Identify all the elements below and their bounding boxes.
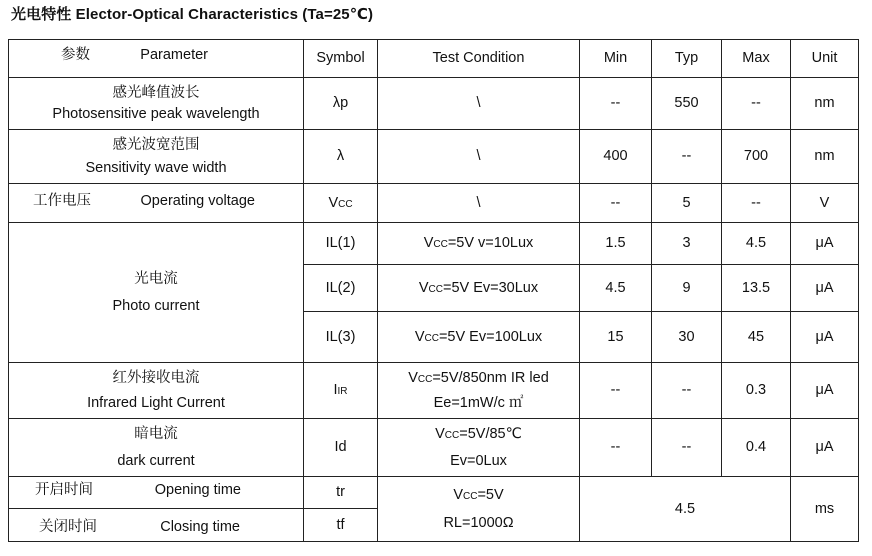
param-en: Photosensitive peak wavelength — [52, 105, 260, 122]
unit-cell: V — [791, 184, 859, 223]
symbol-cell: IL(2) — [304, 265, 378, 312]
param-en: dark current — [117, 452, 195, 469]
param-cn: 开启时间 — [35, 482, 93, 499]
condition-cell: VCC=5V RL=1000Ω — [378, 477, 580, 542]
condition-cell: \ — [378, 78, 580, 130]
max-cell: 45 — [722, 312, 791, 363]
symbol-cell: λ — [304, 130, 378, 184]
param-cell — [9, 509, 304, 542]
header-symbol: Symbol — [304, 40, 378, 78]
param-cell — [9, 477, 304, 509]
param-cn: 关闭时间 — [39, 518, 97, 535]
typ-cell: -- — [652, 130, 722, 184]
min-cell: 1.5 — [580, 223, 652, 265]
timing-value-cell: 4.5 — [580, 477, 791, 542]
min-cell: 400 — [580, 130, 652, 184]
param-cell — [9, 363, 304, 419]
max-cell: 4.5 — [722, 223, 791, 265]
condition-cell: VCC=5V Ev=100Lux — [378, 312, 580, 363]
symbol-cell: IL(3) — [304, 312, 378, 363]
unit-cell: ms — [791, 477, 859, 542]
param-cn: 感光波宽范围 — [112, 136, 200, 153]
unit-cell: μA — [791, 363, 859, 419]
max-cell: 700 — [722, 130, 791, 184]
symbol-cell: Id — [304, 419, 378, 477]
table-row-infrared-current — [9, 363, 859, 419]
header-param-en: Parameter — [140, 47, 208, 64]
unit-cell: μA — [791, 265, 859, 312]
table-row-photo-current-1 — [9, 223, 859, 265]
typ-cell: 30 — [652, 312, 722, 363]
symbol-cell: IIR — [304, 363, 378, 419]
symbol-cell: IL(1) — [304, 223, 378, 265]
unit-cell: μA — [791, 223, 859, 265]
header-param-cn: 参数 — [61, 47, 90, 64]
typ-cell: -- — [652, 419, 722, 477]
page-title: 光电特性 Elector-Optical Characteristics (Ta=25℃) — [11, 6, 374, 23]
min-cell: -- — [580, 419, 652, 477]
param-cn: 红外接收电流 — [112, 370, 200, 387]
condition-cell: \ — [378, 184, 580, 223]
table-row-peak-wavelength — [9, 78, 859, 130]
typ-cell: 3 — [652, 223, 722, 265]
min-cell: -- — [580, 184, 652, 223]
unit-cell: nm — [791, 78, 859, 130]
symbol-cell: λp — [304, 78, 378, 130]
unit-cell: μA — [791, 419, 859, 477]
typ-cell: 550 — [652, 78, 722, 130]
param-cn: 暗电流 — [134, 426, 178, 443]
max-cell: -- — [722, 184, 791, 223]
param-cell — [9, 419, 304, 477]
param-cn: 感光峰值波长 — [112, 85, 200, 102]
min-cell: 15 — [580, 312, 652, 363]
header-min: Min — [580, 40, 652, 78]
max-cell: -- — [722, 78, 791, 130]
max-cell: 0.4 — [722, 419, 791, 477]
param-cell — [9, 130, 304, 184]
typ-cell: 5 — [652, 184, 722, 223]
header-row — [9, 40, 859, 78]
param-en: Photo current — [112, 297, 200, 314]
table-row-operating-voltage — [9, 184, 859, 223]
min-cell: -- — [580, 363, 652, 419]
typ-cell: 9 — [652, 265, 722, 312]
condition-cell: VCC=5V v=10Lux — [378, 223, 580, 265]
param-en: Closing time — [160, 518, 240, 535]
param-cell — [9, 184, 304, 223]
param-en: Opening time — [154, 482, 241, 499]
max-cell: 13.5 — [722, 265, 791, 312]
min-cell: 4.5 — [580, 265, 652, 312]
max-cell: 0.3 — [722, 363, 791, 419]
unit-cell: μA — [791, 312, 859, 363]
typ-cell: -- — [652, 363, 722, 419]
param-cell — [9, 78, 304, 130]
header-parameter — [9, 40, 304, 78]
header-unit: Unit — [791, 40, 859, 78]
symbol-cell: VCC — [304, 184, 378, 223]
param-cn: 光电流 — [134, 271, 178, 288]
table-row-opening-time — [9, 477, 859, 509]
param-cell — [9, 223, 304, 363]
unit-cell: nm — [791, 130, 859, 184]
header-typ: Typ — [652, 40, 722, 78]
symbol-cell: tf — [304, 509, 378, 542]
param-en: Infrared Light Current — [87, 394, 225, 411]
condition-cell: VCC=5V/85℃ Ev=0Lux — [378, 419, 580, 477]
table-row-dark-current — [9, 419, 859, 477]
condition-cell: VCC=5V/850nm IR led Ee=1mW/c ㎡ — [378, 363, 580, 419]
condition-cell: \ — [378, 130, 580, 184]
characteristics-table — [8, 39, 859, 542]
min-cell: -- — [580, 78, 652, 130]
param-en: Sensitivity wave width — [85, 160, 227, 176]
param-cn: 工作电压 — [33, 192, 91, 209]
header-max: Max — [722, 40, 791, 78]
symbol-cell: tr — [304, 477, 378, 509]
table-row-wave-width — [9, 130, 859, 184]
header-test-condition: Test Condition — [378, 40, 580, 78]
param-en: Operating voltage — [140, 192, 255, 209]
condition-cell: VCC=5V Ev=30Lux — [378, 265, 580, 312]
